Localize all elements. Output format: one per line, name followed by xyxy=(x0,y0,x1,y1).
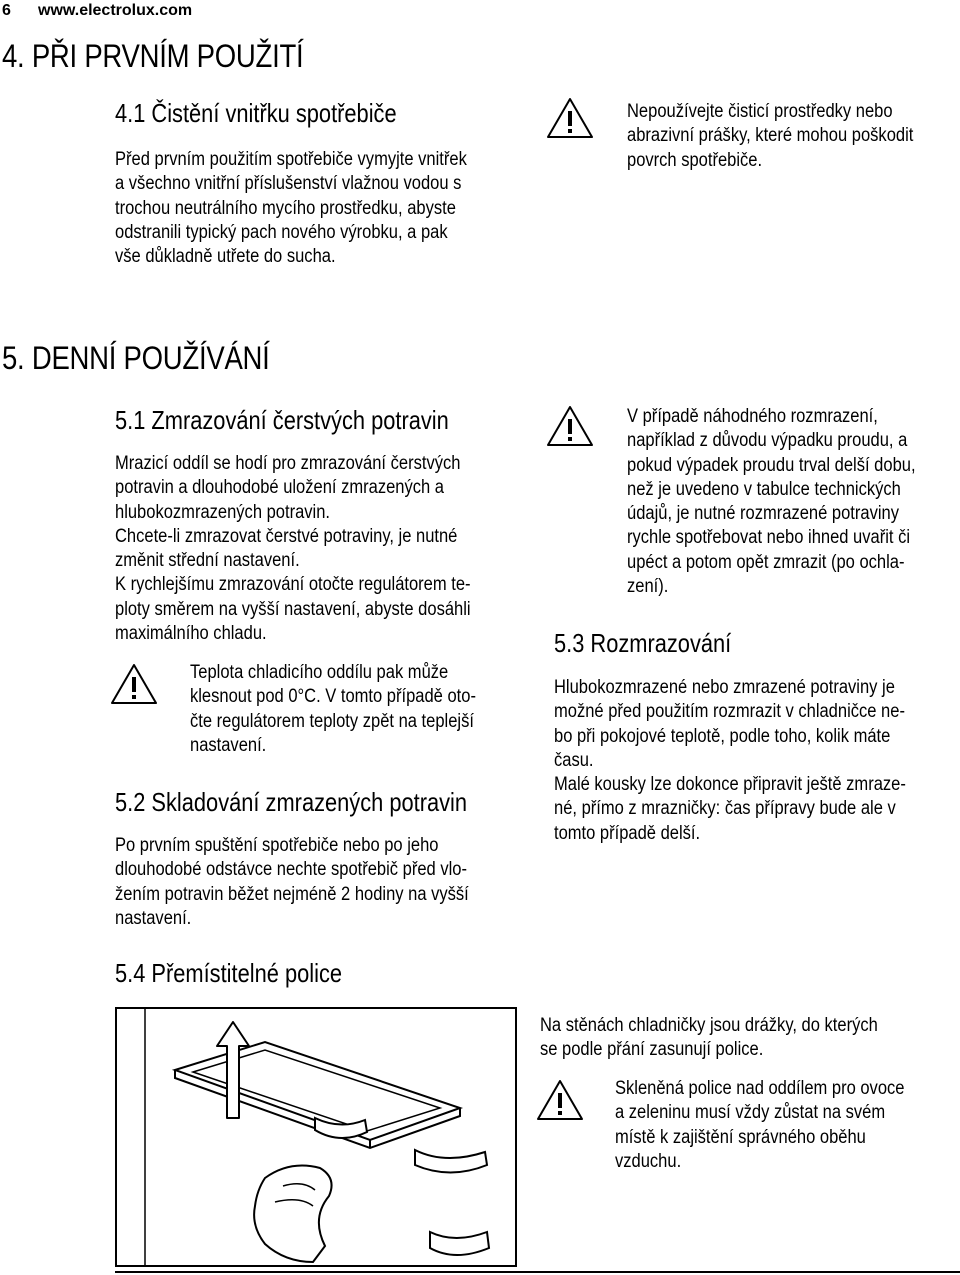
website-url: www.electrolux.com xyxy=(38,2,193,19)
text-line: a zeleninu musí vždy zůstat na svém xyxy=(615,1102,886,1124)
text-line: vše důkladně utřete do sucha. xyxy=(115,246,336,268)
text-line: nastavení. xyxy=(190,734,267,756)
warning-icon xyxy=(536,1078,584,1122)
warning-icon xyxy=(110,662,158,706)
text-line: Skleněná police nad oddílem pro ovoce xyxy=(615,1078,905,1099)
text-line: času. xyxy=(554,749,594,771)
section-5-2-title: 5.2 Skladování zmrazených potravin xyxy=(115,787,468,817)
section-5-2-body xyxy=(115,834,522,931)
text-line: hlubokozmrazených potravin. xyxy=(115,501,331,523)
section-5-4-warning xyxy=(615,1077,948,1174)
text-line: né, přímo z mrazničky: čas přípravy bude ale v xyxy=(554,798,896,820)
warning-icon xyxy=(546,96,594,140)
text-line: čte regulátorem teploty zpět na teplejší xyxy=(190,710,474,732)
text-line: Teplota chladicího oddílu pak může xyxy=(190,662,449,683)
section-5-4-body xyxy=(540,1014,928,1063)
text-line: a všechno vnitřní příslušenství vlažnou vodou s xyxy=(115,173,462,195)
text-line: bo při pokojové teplotě, podle toho, kolik máte xyxy=(554,725,891,747)
text-line: odstranili typický pach nového výrobku, a pak xyxy=(115,221,448,243)
section-5-title: 5. DENNÍ POUŽÍVÁNÍ xyxy=(2,340,270,376)
text-line: klesnout pod 0°C. V tomto případě oto- xyxy=(190,686,476,708)
text-line: Mrazicí oddíl se hodí pro zmrazování čerstvých xyxy=(115,453,461,474)
warning-icon xyxy=(546,404,594,448)
text-line: Chcete-li zmrazovat čerstvé potraviny, je nutné xyxy=(115,525,458,547)
text-line: Po prvním spuštění spotřebiče nebo po jeho xyxy=(115,835,439,856)
text-line: potravin a dlouhodobé uložení zmrazených a xyxy=(115,477,444,499)
text-line: nastavení. xyxy=(115,907,192,929)
text-line: ploty směrem na vyšší nastavení, abyste dosáhli xyxy=(115,598,471,620)
text-line: dlouhodobé odstávce nechte spotřebič před vlo- xyxy=(115,859,467,881)
text-line: Hlubokozmrazené nebo zmrazené potraviny je xyxy=(554,677,895,698)
text-line: zení). xyxy=(627,576,669,598)
section-5-4-title: 5.4 Přemístitelné police xyxy=(115,958,343,988)
text-line: maximálního chladu. xyxy=(115,623,267,645)
text-line: povrch spotřebiče. xyxy=(627,149,763,171)
text-line: například z důvodu výpadku proudu, a xyxy=(627,430,908,452)
text-line: Malé kousky lze dokonce připravit ještě zmraze- xyxy=(554,774,906,796)
shelf-illustration xyxy=(115,1000,517,1268)
bottom-divider xyxy=(115,1271,960,1273)
section-5-1-warning xyxy=(190,661,519,758)
text-line: trochou neutrálního mycího prostředku, abyste xyxy=(115,197,456,219)
text-line: žením potravin běžet nejméně 2 hodiny na vyšší xyxy=(115,883,469,905)
text-line: než je uvedeno v tabulce technických xyxy=(627,478,901,500)
text-line: pokud výpadek proudu trval delší dobu, xyxy=(627,454,916,476)
section-5-1-warning-right xyxy=(627,405,959,599)
section-5-1-body xyxy=(115,452,524,646)
text-line: tomto případě delší. xyxy=(554,822,701,844)
text-line: místě k zajištění správného oběhu xyxy=(615,1126,866,1148)
text-line: upéct a potom opět zmrazit (po ochla- xyxy=(627,551,905,573)
text-line: vzduchu. xyxy=(615,1150,682,1172)
text-line: Před prvním použitím spotřebiče vymyjte vnitřek xyxy=(115,149,467,170)
text-line: se podle přání zasunují police. xyxy=(540,1039,764,1061)
text-line: Nepoužívejte čisticí prostředky nebo xyxy=(627,101,893,122)
section-4-title: 4. PŘI PRVNÍM POUŽITÍ xyxy=(2,38,304,74)
page-number: 6 xyxy=(2,2,11,19)
section-5-3-title: 5.3 Rozmrazování xyxy=(554,628,732,658)
text-line: V případě náhodného rozmrazení, xyxy=(627,406,878,427)
text-line: abrazivní prášky, které mohou poškodit xyxy=(627,125,914,147)
section-5-3-body xyxy=(554,676,958,846)
text-line: K rychlejšímu zmrazování otočte regulátorem te- xyxy=(115,574,471,596)
text-line: Na stěnách chladničky jsou drážky, do kterých xyxy=(540,1015,878,1036)
section-4-1-warning xyxy=(627,100,956,173)
section-4-1-body xyxy=(115,148,519,269)
text-line: možné před použitím rozmrazit v chladničce ne- xyxy=(554,701,905,723)
section-4-1-title: 4.1 Čistění vnitřku spotřebiče xyxy=(115,98,397,128)
text-line: údajů, je nutné rozmrazené potraviny xyxy=(627,503,899,525)
text-line: změnit střední nastavení. xyxy=(115,550,300,572)
section-5-1-title: 5.1 Zmrazování čerstvých potravin xyxy=(115,405,449,435)
text-line: rychle spotřebovat nebo ihned uvařit či xyxy=(627,527,911,549)
